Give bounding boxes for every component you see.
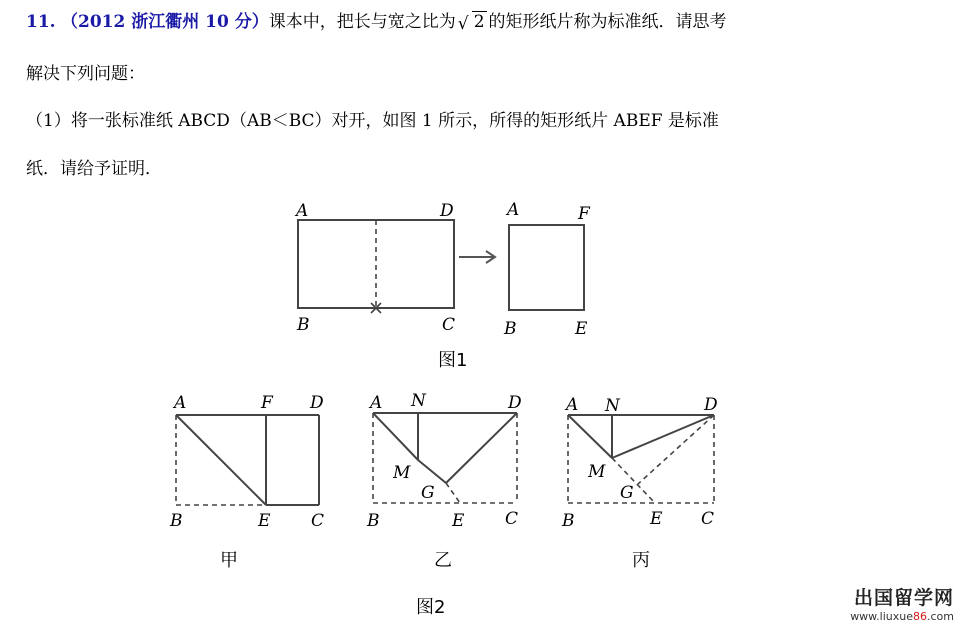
yi-label-A: A xyxy=(370,393,383,413)
yi-label-G: G xyxy=(421,483,435,503)
figure2-jia xyxy=(176,415,319,505)
question-text-a: 课本中，把长与宽之比为 xyxy=(268,12,456,32)
watermark xyxy=(850,583,954,623)
jia-label-C: C xyxy=(311,511,325,531)
figure2-yi xyxy=(373,413,517,503)
figure2-bing xyxy=(568,415,714,503)
question-number: 11. xyxy=(26,12,56,32)
figure2-caption: 图2 xyxy=(416,597,446,618)
jia-label-F: F xyxy=(261,393,273,413)
question-source: （2012 浙江衢州 10 分） xyxy=(60,12,269,32)
fig1-label-C: C xyxy=(442,315,456,335)
watermark-url-b: 86 xyxy=(913,610,927,623)
figure1-caption: 图1 xyxy=(438,350,468,371)
bing-label-C: C xyxy=(701,509,715,529)
fig1-label-B: B xyxy=(297,315,310,335)
question-text-b: 的矩形纸片称为标准纸．请思考 xyxy=(488,12,727,32)
yi-label-C: C xyxy=(505,509,519,529)
question-line-4: 纸．请给予证明． xyxy=(26,159,162,179)
bing-label-M: M xyxy=(588,462,606,482)
question-line-2: 解决下列问题： xyxy=(26,64,145,84)
bing-label-E: E xyxy=(650,509,663,529)
bing-label-B: B xyxy=(562,511,575,531)
fig1-label-A: A xyxy=(296,201,309,221)
jia-label-D: D xyxy=(310,393,324,413)
fig1r-label-E: E xyxy=(575,319,588,339)
bing-label-A: A xyxy=(566,395,579,415)
jia-caption: 甲 xyxy=(220,550,238,571)
bing-label-N: N xyxy=(605,396,620,416)
arrow-icon xyxy=(459,251,495,263)
jia-label-B: B xyxy=(170,511,183,531)
watermark-url-c: .com xyxy=(927,610,954,623)
sqrt-value: 2 xyxy=(473,12,485,32)
question-line-3: （1）将一张标准纸 ABCD（AB＜BC）对开，如图 1 所示，所得的矩形纸片 ABEF 是标准 xyxy=(26,111,719,131)
jia-label-E: E xyxy=(258,511,271,531)
yi-label-B: B xyxy=(367,511,380,531)
bing-label-D: D xyxy=(704,395,718,415)
fig1r-label-B: B xyxy=(504,319,517,339)
bing-label-G: G xyxy=(620,483,634,503)
yi-label-E: E xyxy=(452,511,465,531)
fig1-label-D: D xyxy=(440,201,454,221)
watermark-url-a: www.liuxue xyxy=(850,610,913,623)
watermark-title: 出国留学网 xyxy=(853,587,954,609)
yi-label-D: D xyxy=(508,393,522,413)
watermark-url xyxy=(850,610,954,623)
figure1-left xyxy=(298,220,454,313)
bing-caption: 丙 xyxy=(632,550,650,571)
jia-label-A: A xyxy=(174,393,187,413)
yi-caption: 乙 xyxy=(434,550,452,571)
yi-label-N: N xyxy=(411,391,426,411)
sqrt-symbol: √ 2 xyxy=(457,12,485,34)
figure1-right xyxy=(509,225,584,310)
yi-label-M: M xyxy=(393,463,411,483)
fig1r-label-A: A xyxy=(507,200,520,220)
fig1r-label-F: F xyxy=(578,204,590,224)
